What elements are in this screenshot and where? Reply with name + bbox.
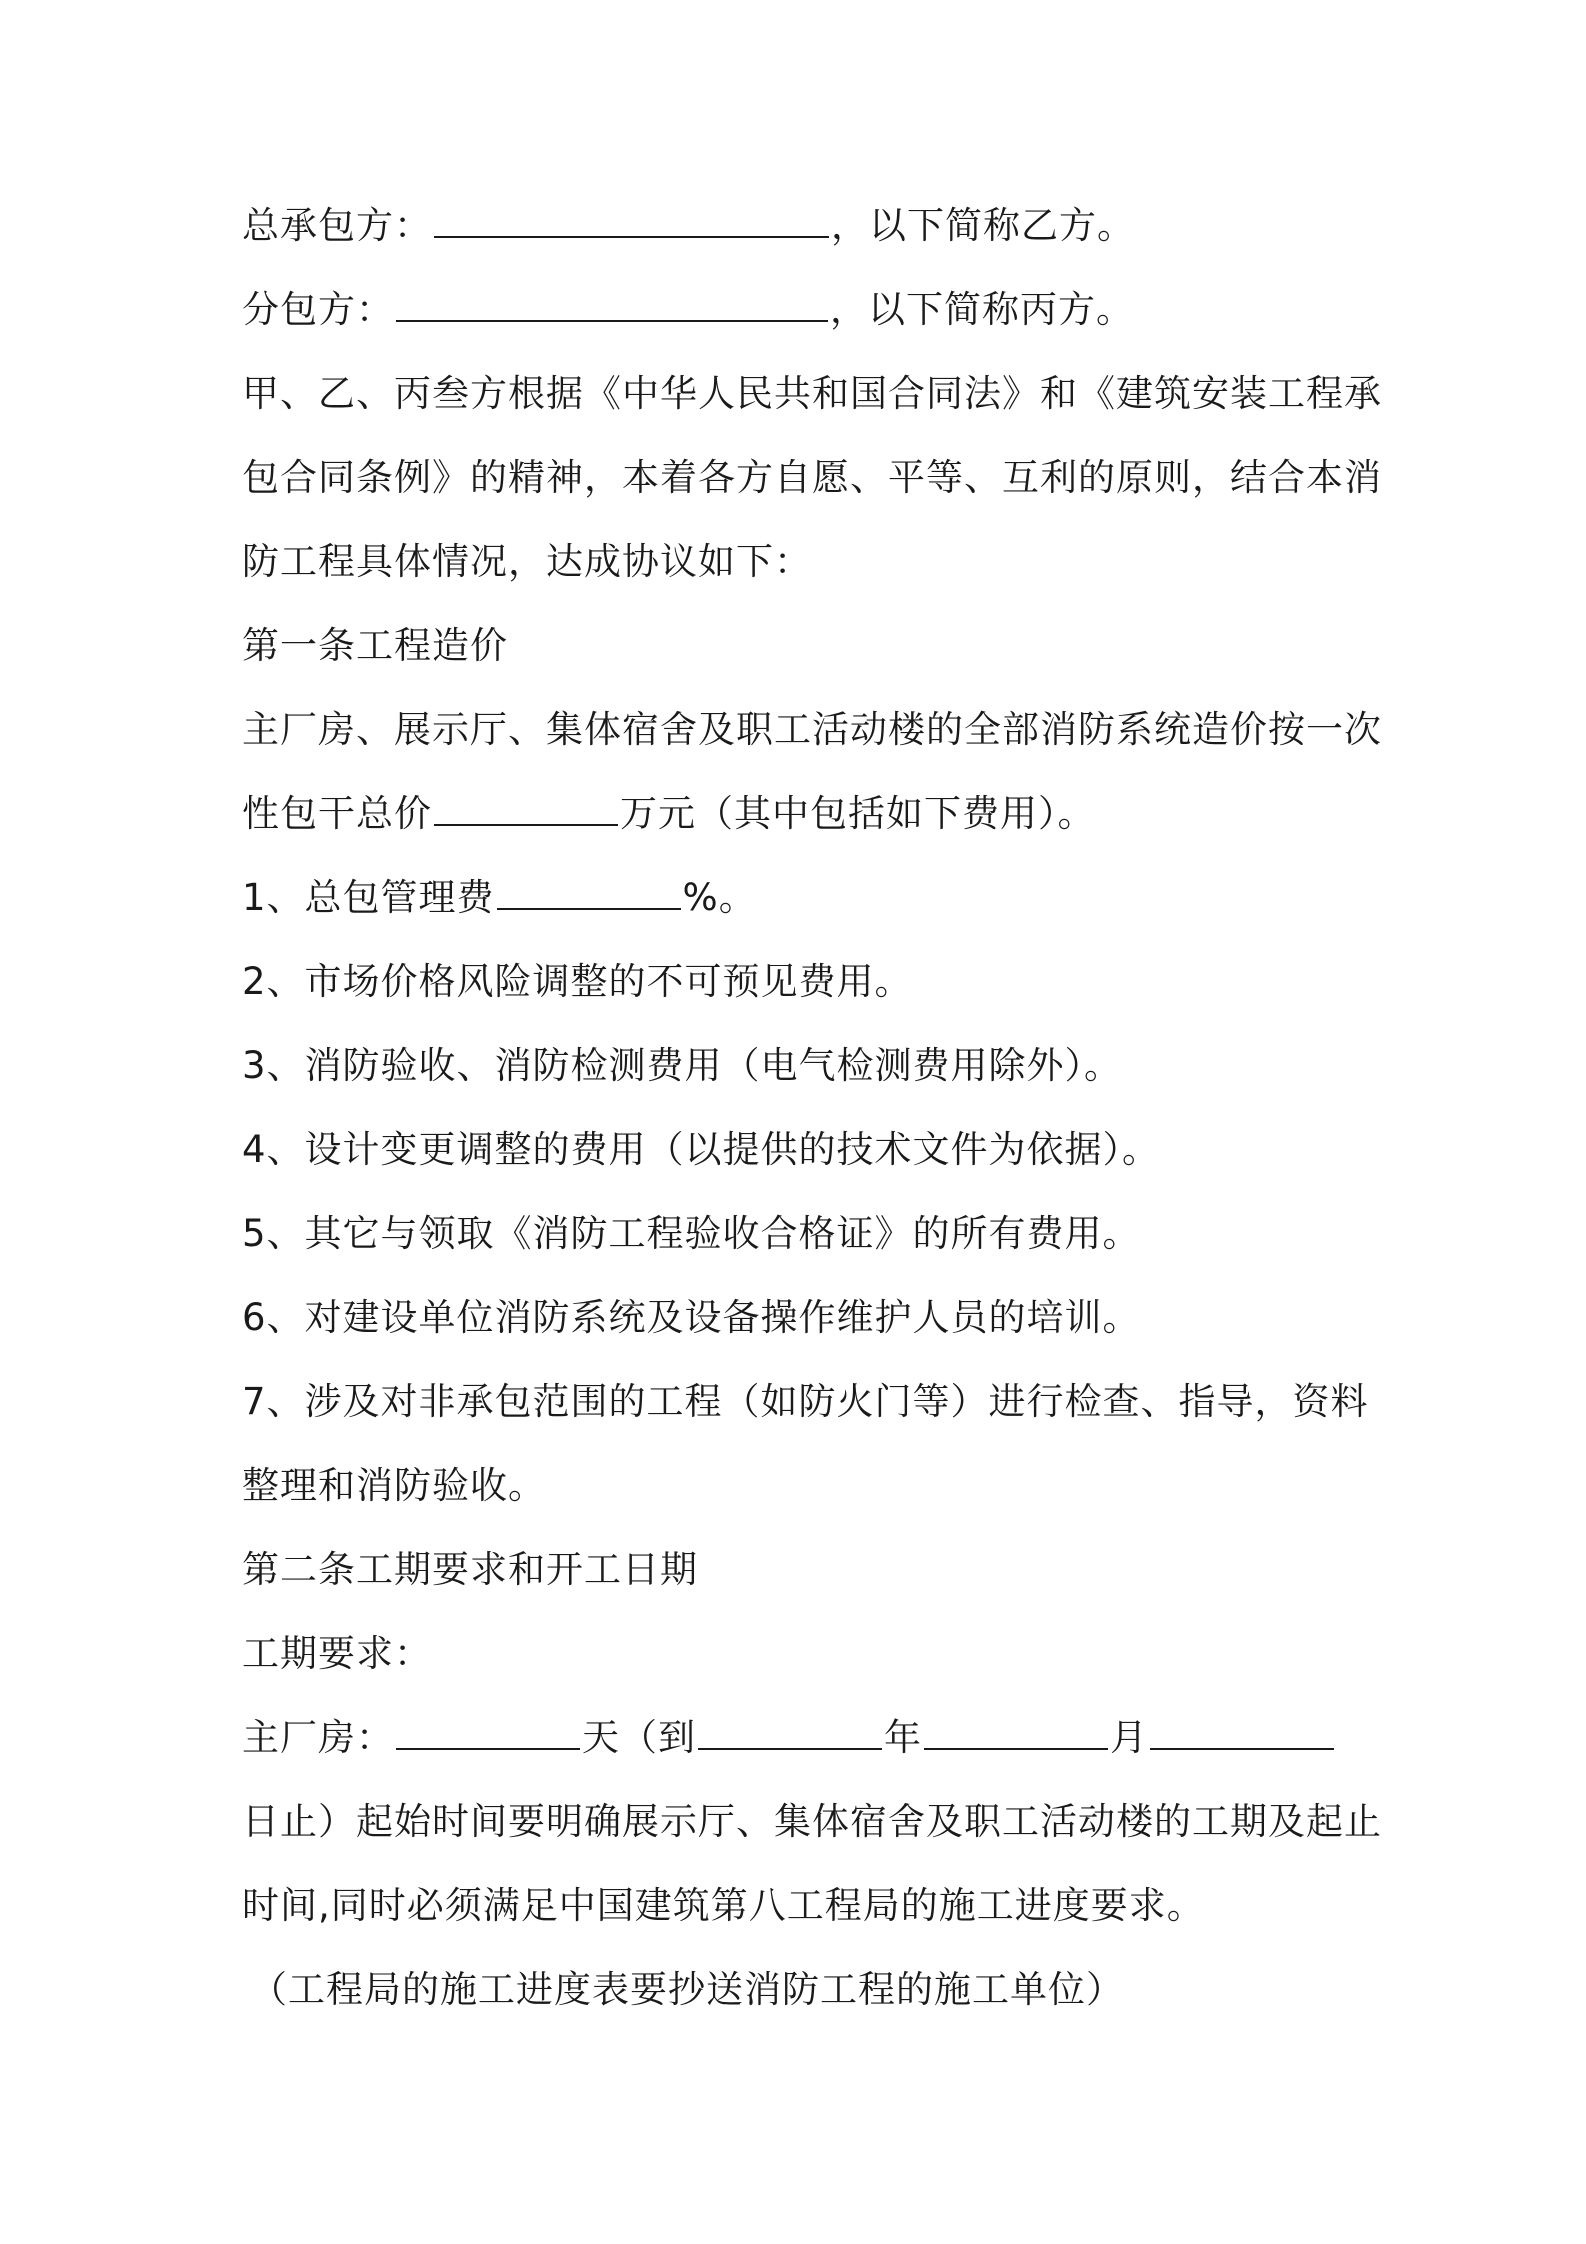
- note-line: （工程局的施工进度表要抄送消防工程的施工单位）: [250, 1968, 1124, 2011]
- list-item: 5、其它与领取《消防工程验收合格证》的所有费用。: [242, 1212, 1141, 1255]
- article-1-heading: 第一条工程造价: [242, 624, 508, 667]
- main-building-schedule-line: [242, 1712, 1362, 1764]
- year-text: 年: [884, 1716, 922, 1759]
- main-building-label: 主厂房：: [242, 1716, 394, 1759]
- days-text: 天（到: [582, 1716, 696, 1759]
- days-blank: [396, 1718, 580, 1750]
- month-blank: [924, 1718, 1108, 1750]
- total-price-label: 性包干总价: [242, 792, 432, 835]
- total-price-blank: [434, 794, 618, 826]
- list-item: 3、消防验收、消防检测费用（电气检测费用除外）。: [242, 1044, 1123, 1087]
- total-price-line: [242, 788, 1362, 840]
- year-blank: [698, 1718, 882, 1750]
- general-contractor-label: 总承包方：: [242, 204, 432, 247]
- general-contractor-line: [242, 200, 1362, 252]
- list-item: 7、涉及对非承包范围的工程（如防火门等）进行检查、指导，资料: [242, 1380, 1369, 1423]
- day-blank: [1150, 1718, 1334, 1750]
- general-contractor-suffix: ，以下简称乙方。: [831, 204, 1135, 247]
- subcontractor-suffix: ，以下简称丙方。: [830, 288, 1134, 331]
- list-item: 4、设计变更调整的费用（以提供的技术文件为依据）。: [242, 1128, 1161, 1171]
- subcontractor-line: [242, 284, 1362, 336]
- paragraph-line: 防工程具体情况，达成协议如下：: [242, 540, 812, 583]
- management-fee-suffix: %。: [682, 876, 757, 919]
- month-text: 月: [1110, 1716, 1148, 1759]
- management-fee-label: 1、总包管理费: [242, 876, 495, 919]
- paragraph-line: 主厂房、展示厅、集体宿舍及职工活动楼的全部消防系统造价按一次: [242, 708, 1382, 751]
- list-item: 2、市场价格风险调整的不可预见费用。: [242, 960, 913, 1003]
- schedule-requirement-label: 工期要求：: [242, 1632, 432, 1675]
- general-contractor-blank: [434, 206, 829, 238]
- paragraph-line: 日止）起始时间要明确展示厅、集体宿舍及职工活动楼的工期及起止: [242, 1800, 1382, 1843]
- paragraph-line: 甲、乙、丙叁方根据《中华人民共和国合同法》和《建筑安装工程承: [242, 372, 1382, 415]
- article-2-heading: 第二条工期要求和开工日期: [242, 1548, 698, 1591]
- management-fee-line: [242, 872, 1362, 924]
- management-fee-blank: [497, 878, 681, 910]
- subcontractor-blank: [396, 290, 828, 322]
- paragraph-line: 包合同条例》的精神，本着各方自愿、平等、互利的原则，结合本消: [242, 456, 1382, 499]
- list-item: 6、对建设单位消防系统及设备操作维护人员的培训。: [242, 1296, 1141, 1339]
- subcontractor-label: 分包方：: [242, 288, 394, 331]
- total-price-suffix: 万元（其中包括如下费用）。: [620, 792, 1096, 835]
- list-item-continuation: 整理和消防验收。: [242, 1464, 546, 1507]
- paragraph-line: 时间,同时必须满足中国建筑第八工程局的施工进度要求。: [242, 1884, 1205, 1927]
